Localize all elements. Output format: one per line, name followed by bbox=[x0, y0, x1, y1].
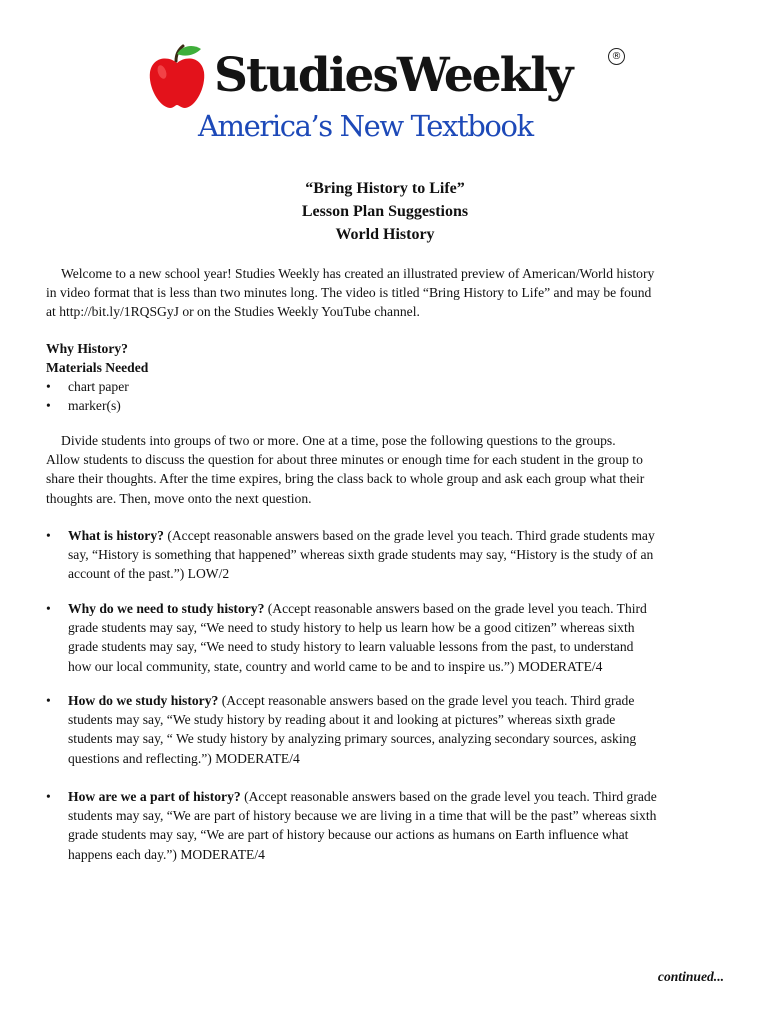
question-text: say, “History is something that happened” whereas sixth grade students may say, “History is the study of an bbox=[68, 547, 654, 563]
title-line-3: World History bbox=[335, 226, 435, 243]
question-text: questions and reflecting.”) MODERATE/4 bbox=[68, 750, 300, 766]
bullet: • bbox=[46, 693, 51, 708]
why-history-heading: Why History? bbox=[46, 341, 128, 356]
question-text: students may say, “We are part of history because we are living in a time that will be the past” whereas sixth bbox=[68, 808, 657, 824]
question-text: students may say, “We study history by reading about it and looking at pictures” whereas sixth grade bbox=[68, 712, 616, 728]
question-text: grade students may say, “We need to study history to help us learn how be a good citizen” whereas sixth bbox=[68, 620, 635, 636]
intro-line: Welcome to a new school year! Studies Weekly has created an illustrated preview of American/World history bbox=[61, 266, 655, 281]
question-item bbox=[46, 691, 730, 768]
question-item bbox=[46, 787, 730, 864]
instructions-line: Allow students to discuss the question for about three minutes or enough time for each student in the group to bbox=[46, 452, 643, 468]
question-text: students may say, “ We study history by analyzing primary sources, analyzing secondary sources, asking bbox=[68, 731, 637, 747]
instructions-line: thoughts are. Then, move onto the next question. bbox=[46, 490, 312, 506]
instructions-line: Divide students into groups of two or more. One at a time, pose the following questions to the groups. bbox=[61, 433, 616, 448]
question-text: (Accept reasonable answers based on the grade level you teach. Third grade bbox=[240, 789, 657, 804]
materials-heading: Materials Needed bbox=[46, 360, 149, 375]
bullet: • bbox=[46, 528, 51, 543]
tagline: America’s New Textbook bbox=[198, 109, 533, 143]
studies-weekly-logo bbox=[148, 44, 628, 149]
question-lead: How are we a part of history? bbox=[68, 789, 241, 804]
question-text: (Accept reasonable answers based on the grade level you teach. Third grade bbox=[218, 693, 635, 708]
question-item bbox=[46, 599, 730, 676]
continued-note: continued... bbox=[657, 969, 724, 984]
question-text: grade students may say, “We need to study history to learn valuable lessons from the past, to understand bbox=[68, 639, 634, 655]
instructions-paragraph bbox=[46, 431, 730, 508]
title-line-2: Lesson Plan Suggestions bbox=[301, 203, 469, 220]
list-item: • chart paper bbox=[46, 377, 129, 396]
lesson-title bbox=[0, 177, 770, 246]
intro-paragraph bbox=[46, 264, 730, 322]
question-text: (Accept reasonable answers based on the grade level you teach. Third bbox=[264, 601, 647, 616]
registered-mark: ® bbox=[608, 48, 625, 65]
list-item: • marker(s) bbox=[46, 396, 129, 415]
intro-line: in video format that is less than two minutes long. The video is titled “Bring History to Life” and may be found bbox=[46, 285, 652, 301]
question-text: account of the past.”) LOW/2 bbox=[68, 566, 230, 582]
question-lead: What is history? bbox=[68, 528, 164, 543]
question-text: grade students may say, “We are part of history because our actions as humans on Earth influence what bbox=[68, 827, 629, 843]
question-lead: Why do we need to study history? bbox=[68, 601, 265, 616]
brand-name: StudiesWeekly bbox=[214, 48, 572, 103]
intro-line: at http://bit.ly/1RQSGyJ or on the Studies Weekly YouTube channel. bbox=[46, 304, 420, 320]
materials-list bbox=[46, 377, 129, 415]
question-text: happens each day.”) MODERATE/4 bbox=[68, 846, 265, 862]
instructions-line: share their thoughts. After the time expires, bring the class back to whole group and ask each group what their bbox=[46, 471, 645, 487]
question-lead: How do we study history? bbox=[68, 693, 219, 708]
question-item bbox=[46, 526, 730, 584]
bullet: • bbox=[46, 789, 51, 804]
question-text: how our local community, state, country and world came to be and to inspire us.”) MODERATE/4 bbox=[68, 658, 603, 674]
question-text: (Accept reasonable answers based on the grade level you teach. Third grade students may bbox=[163, 528, 655, 543]
title-line-1: “Bring History to Life” bbox=[305, 180, 465, 197]
bullet: • bbox=[46, 601, 51, 616]
apple-icon bbox=[148, 44, 206, 110]
